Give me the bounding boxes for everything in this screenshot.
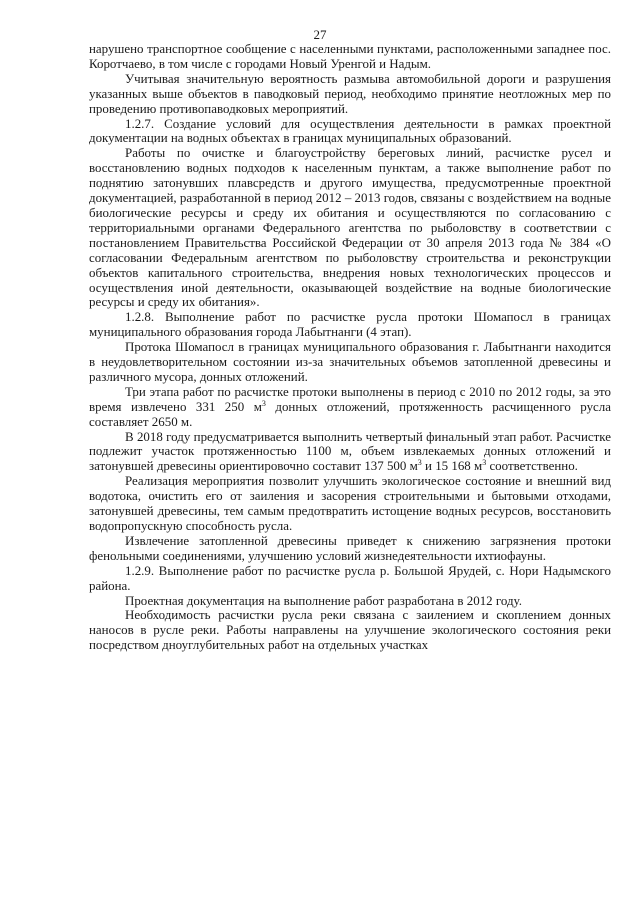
section-heading-1-2-8: 1.2.8. Выполнение работ по расчистке русла протоки Шомапосл в границах муниципального образования города Лабытнанги (4 этап). bbox=[89, 309, 611, 340]
section-heading-1-2-9: 1.2.9. Выполнение работ по расчистке русла р. Большой Ярудей, с. Нори Надымского района. bbox=[89, 562, 611, 593]
document-body bbox=[89, 42, 611, 653]
three-stages-text-b: донных отложений, протяженность расчищенного русла составляет 2650 м. bbox=[89, 398, 611, 429]
paragraph-dredging-need: Необходимость расчистки русла реки связана с заилением и скоплением донных наносов в русле реки. Работы направлены на улучшение экологического состояния реки посредством дноуглубительных работ на отдельных участках bbox=[89, 607, 611, 653]
paragraph-wood-extraction: Извлечение затопленной древесины приведет к снижению загрязнения протоки фенольными соединениями, улучшению условий жизнедеятельности ихтиофауны. bbox=[89, 532, 611, 563]
section-heading-1-2-7: 1.2.7. Создание условий для осуществления деятельности в рамках проектной документации на водных объектах в границах муниципальных образований. bbox=[89, 115, 611, 146]
paragraph-shoreline-works: Работы по очистке и благоустройству береговых линий, расчистке русел и восстановлению водных подходов к населенным пунктам, а также выполнение работ по поднятию затонувших плавсредств и другого имущества, предусмотренные проектной документацией, разработанной в период 2012 – 2013 годов, связаны с воздействием на водные биологические ресурсы и среду их обитания и осуществляются по согласованию с территориальными органами Федерального агентства по рыболовству в соответствии с постановлением Правительства Российской Федерации от 30 апреля 2013 года № 384 «О согласовании Федеральным агентством по рыболовству строительства и реконструкции объектов капитального строительства, внедрения новых технологических процессов и осуществления иной деятельности, оказывающей воздействие на водные биологические ресурсы и среду их обитания». bbox=[89, 145, 611, 310]
paragraph-transport-disruption: нарушено транспортное сообщение с населенными пунктами, расположенными западнее пос. Коротчаево, в том числе с городами Новый Уренгой и Надым. bbox=[89, 41, 611, 71]
paragraph-fourth-stage bbox=[89, 430, 611, 475]
paragraph-shomaposl-condition: Протока Шомапосл в границах муниципального образования г. Лабытнанги находится в неудовлетворительном состоянии из-за значительных объемов затопленной древесины и различного мусора, донных отложений. bbox=[89, 339, 611, 384]
fourth-stage-text-a: В 2018 году предусматривается выполнить четвертый финальный этап работ. Расчистке подлежит участок протяженностью 1100 м, объем извлекаемых донных отложений и затонувшей древесины ориентировочно составит 137 500 м bbox=[89, 428, 611, 474]
paragraph-ecological-effect: Реализация мероприятия позволит улучшить экологическое состояние и внешний вид водотока, очистить его от заиления и засорения строительными и бытовыми отходами, затонувшей древесины, тем самым предотвратить истощение водных ресурсов, восстановить водопропускную способность русла. bbox=[89, 473, 611, 533]
paragraph-three-stages bbox=[89, 385, 611, 430]
page-number: 27 bbox=[313, 27, 327, 42]
cubic-superscript: 3 bbox=[417, 458, 422, 468]
three-stages-text-a: Три этапа работ по расчистке протоки выполнены в период с 2010 по 2012 годы, за это время извлечено 331 250 м bbox=[89, 383, 611, 414]
paragraph-flood-risk: Учитывая значительную вероятность размыва автомобильной дороги и разрушения указанных выше объектов в паводковый период, необходимо принятие неотложных мер по проведению противопаводковых мероприятий. bbox=[89, 70, 611, 116]
fourth-stage-text-c: соответственно. bbox=[486, 458, 578, 474]
fourth-stage-text-b: и 15 168 м bbox=[421, 458, 483, 474]
cubic-superscript: 3 bbox=[482, 458, 487, 468]
paragraph-project-docs-2012: Проектная документация на выполнение работ разработана в 2012 году. bbox=[125, 592, 522, 608]
cubic-superscript: 3 bbox=[261, 398, 266, 408]
